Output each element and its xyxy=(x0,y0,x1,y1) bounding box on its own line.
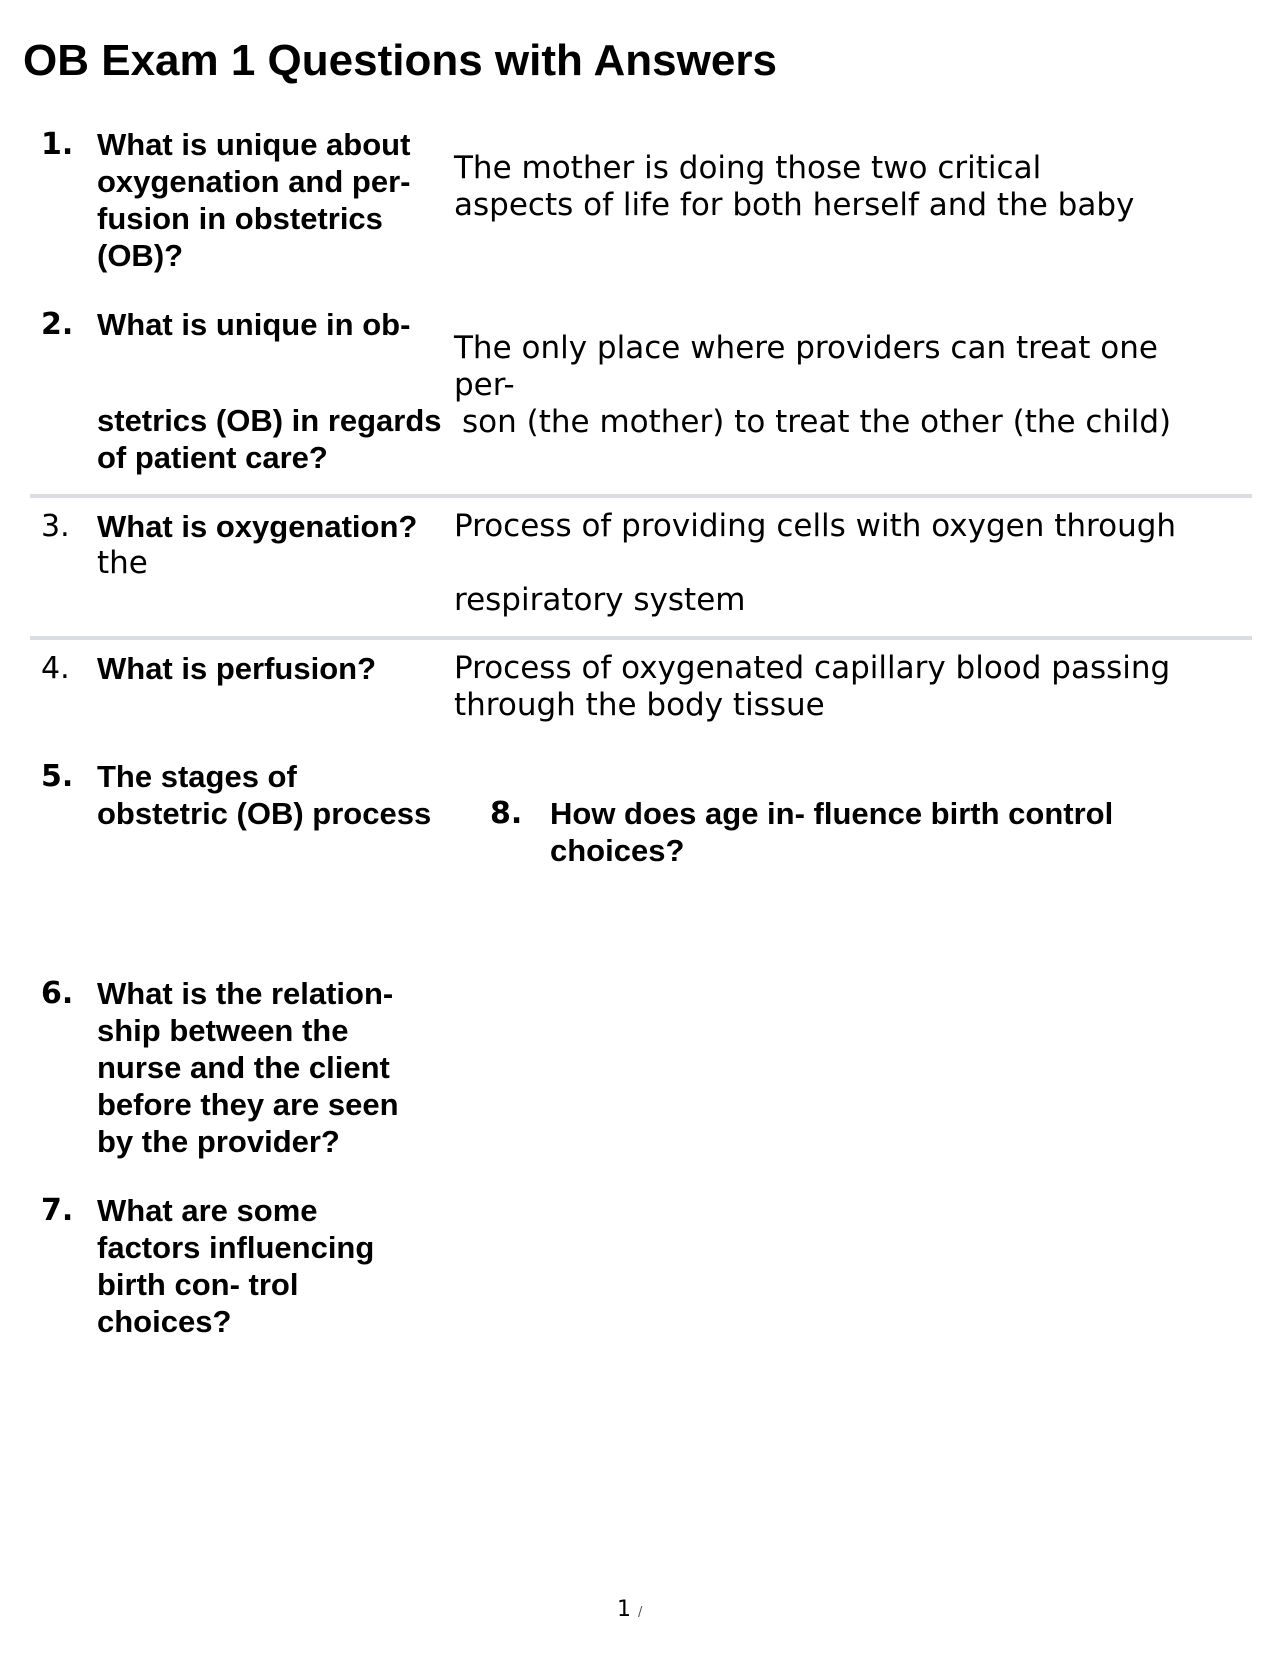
question-8-line-2: choices? xyxy=(550,833,685,868)
answer-3-line-1: Process of providing cells with oxygen through xyxy=(454,508,1177,544)
question-1-line-1: What is unique about xyxy=(97,127,411,162)
question-6-line-4: before they are seen xyxy=(97,1087,399,1122)
question-number-4: 4. xyxy=(41,651,70,686)
question-6-line-5: by the provider? xyxy=(97,1124,340,1159)
question-number-5: 5. xyxy=(41,759,74,794)
question-7-line-1: What are some xyxy=(97,1193,318,1228)
question-8-line-1: How does age in- fluence birth control xyxy=(550,796,1114,831)
answer-4-line-2: through the body tissue xyxy=(454,687,825,723)
question-number-3: 3. xyxy=(41,509,70,544)
question-2-line-3: of patient care? xyxy=(97,440,328,475)
answer-2-line-1: The only place where providers can treat one xyxy=(454,330,1158,366)
answer-4-line-1: Process of oxygenated capillary blood passing xyxy=(454,650,1171,686)
question-number-2: 2. xyxy=(41,307,74,342)
answer-1-line-2: aspects of life for both herself and the baby xyxy=(454,187,1135,223)
question-number-8: 8. xyxy=(490,796,523,831)
question-1-line-4: (OB)? xyxy=(97,238,184,273)
question-7-line-4: choices? xyxy=(97,1304,232,1339)
question-6-line-2: ship between the xyxy=(97,1013,349,1048)
row-divider xyxy=(30,636,1252,640)
question-2-line-2: stetrics (OB) in regards xyxy=(97,403,442,438)
question-7-line-2: factors influencing xyxy=(97,1230,375,1265)
question-3-tail: the xyxy=(97,545,148,581)
question-1-line-2: oxygenation and per- xyxy=(97,164,411,199)
question-4-line-1: What is perfusion? xyxy=(97,651,376,686)
page-separator: / xyxy=(638,1605,643,1620)
question-3-line-1: What is oxygenation? xyxy=(97,509,418,544)
answer-2-line-3: son (the mother) to treat the other (the child) xyxy=(462,404,1172,440)
question-7-line-3: birth con- trol xyxy=(97,1267,299,1302)
answer-2-line-2: per- xyxy=(454,367,515,403)
question-number-1: 1. xyxy=(41,127,74,162)
question-2-line-1: What is unique in ob- xyxy=(97,307,411,342)
page-number: 1 xyxy=(617,1597,631,1622)
answer-1-line-1: The mother is doing those two critical xyxy=(454,150,1042,186)
row-divider xyxy=(30,494,1252,498)
page-title: OB Exam 1 Questions with Answers xyxy=(23,36,777,85)
page-footer xyxy=(617,1597,642,1626)
question-6-line-3: nurse and the client xyxy=(97,1050,390,1085)
question-5-line-1: The stages of xyxy=(97,759,297,794)
question-6-line-1: What is the relation- xyxy=(97,976,394,1011)
answer-3-line-2: respiratory system xyxy=(454,582,746,618)
question-5-line-2: obstetric (OB) process xyxy=(97,796,432,831)
question-1-line-3: fusion in obstetrics xyxy=(97,201,383,236)
question-number-7: 7. xyxy=(41,1193,74,1228)
question-number-6: 6. xyxy=(41,976,74,1011)
